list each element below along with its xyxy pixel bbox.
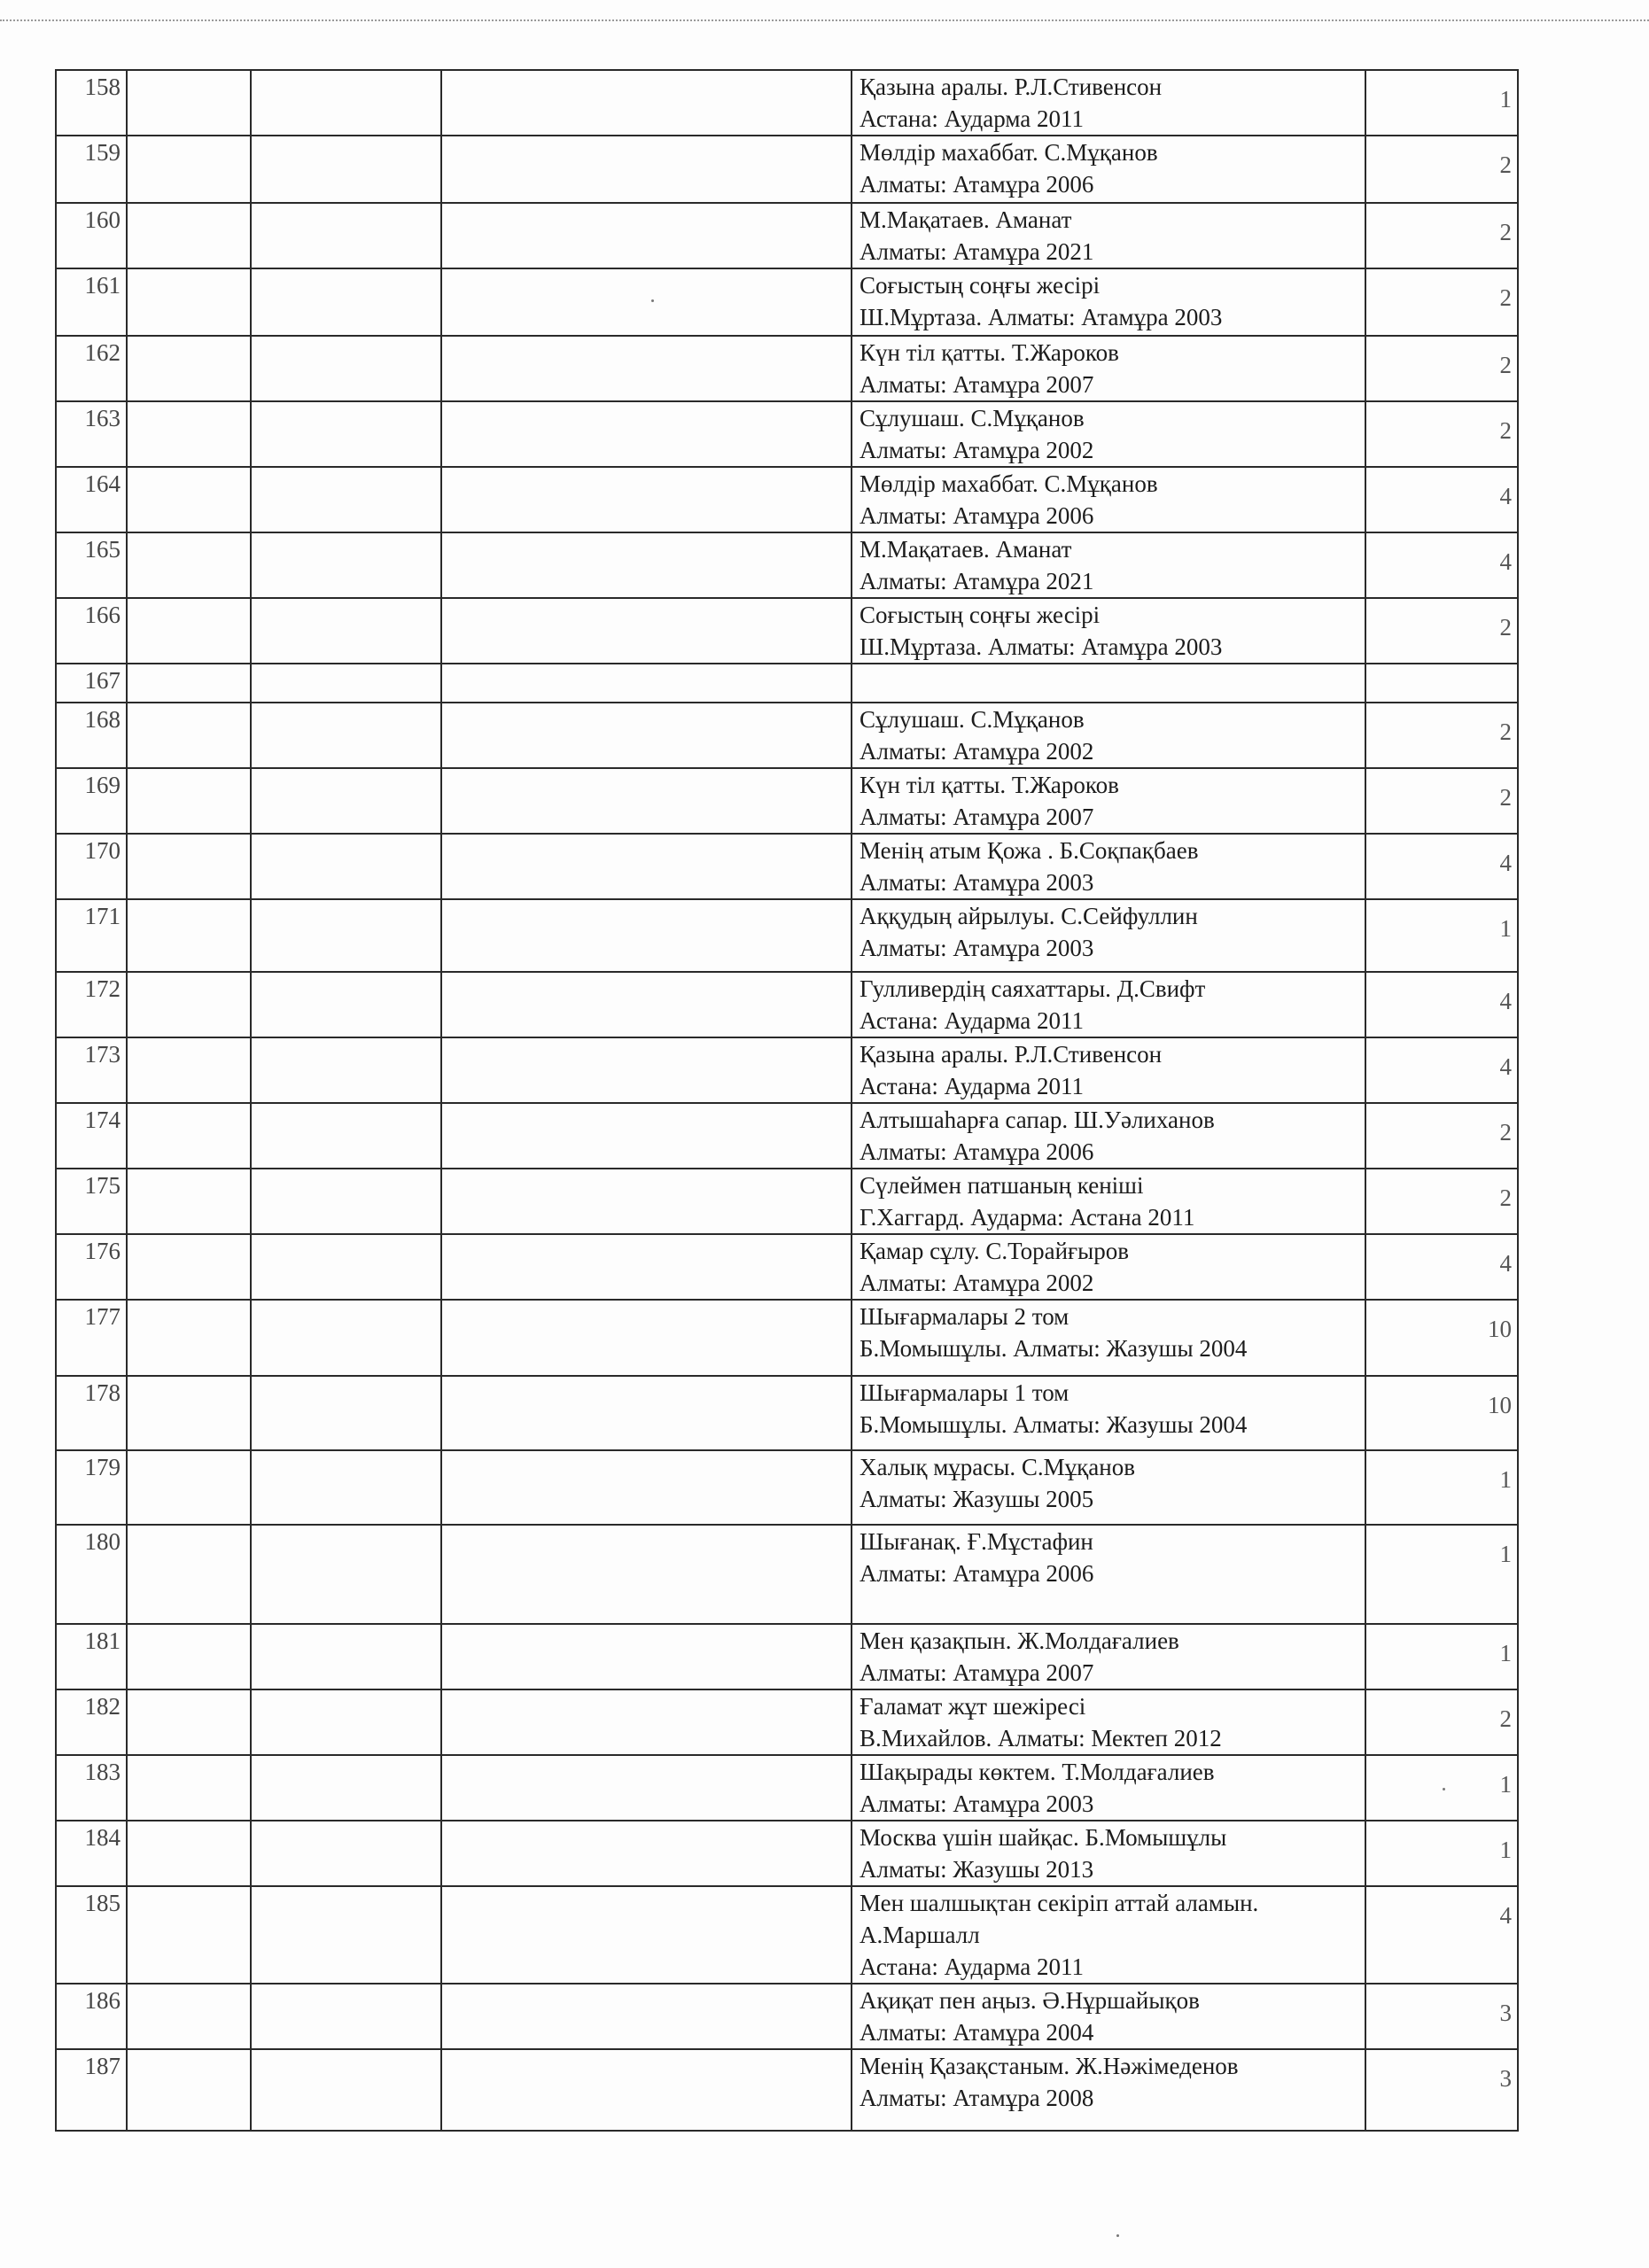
scan-edge-line [0,19,1649,21]
row-number: 180 [56,1525,127,1624]
table-row [56,1037,1518,1103]
empty-cell [251,1376,441,1450]
empty-cell [251,1886,441,1984]
row-number: 187 [56,2049,127,2131]
book-title-cell [852,768,1365,834]
empty-cell [251,664,441,703]
book-title: Қазына аралы. Р.Л.Стивенсон [860,1041,1163,1068]
copy-count: 4 [1365,1037,1518,1103]
book-title-cell [852,703,1365,768]
row-number: 164 [56,467,127,532]
book-title-cell [852,1984,1365,2049]
table-row [56,70,1518,136]
empty-cell [127,1525,251,1624]
book-title-cell [852,1169,1365,1234]
book-publication-info: Ш.Мұртаза. Алматы: Атамұра 2003 [860,633,1223,660]
book-title: Мөлдір махаббат. С.Мұқанов [860,139,1158,166]
book-title-cell [852,972,1365,1037]
table-row [56,268,1518,336]
copy-count: 2 [1365,136,1518,203]
empty-cell [127,1376,251,1450]
book-title: Мөлдір махаббат. С.Мұқанов [860,470,1158,497]
copy-count: 1 [1365,899,1518,972]
row-number: 181 [56,1624,127,1689]
empty-cell [441,268,852,336]
copy-count: 4 [1365,467,1518,532]
copy-count: 4 [1365,1886,1518,1984]
book-title-cell [852,1450,1365,1525]
book-publication-info: Алматы: Атамұра 2004 [860,2019,1094,2046]
book-title: Күн тіл қатты. Т.Жароков [860,772,1119,798]
copy-count: 4 [1365,1234,1518,1300]
book-publication-info: Алматы: Жазушы 2013 [860,1856,1094,1883]
book-title-cell [852,1103,1365,1169]
table-row [56,768,1518,834]
empty-cell [251,1821,441,1886]
row-number: 160 [56,203,127,268]
empty-cell [441,2049,852,2131]
book-title: Халық мұрасы. С.Мұқанов [860,1454,1135,1480]
empty-cell [251,268,441,336]
empty-cell [251,1300,441,1376]
book-publication-info: Алматы: Атамұра 2003 [860,1790,1094,1817]
row-number: 179 [56,1450,127,1525]
empty-cell [127,1984,251,2049]
copy-count: 2 [1365,1689,1518,1755]
row-number: 177 [56,1300,127,1376]
book-title: Шығармалары 1 том [860,1379,1070,1406]
empty-cell [127,1234,251,1300]
empty-cell [127,703,251,768]
book-publication-info: Б.Момышұлы. Алматы: Жазушы 2004 [860,1335,1248,1362]
empty-cell [127,972,251,1037]
book-title-cell [852,136,1365,203]
table-row [56,203,1518,268]
empty-cell [127,268,251,336]
row-number: 172 [56,972,127,1037]
book-publication-info: Алматы: Атамұра 2006 [860,1560,1094,1587]
empty-cell [127,1886,251,1984]
book-publication-info: Астана: Аударма 2011 [860,1953,1085,1980]
book-title: Шақырады көктем. Т.Молдағалиев [860,1759,1215,1785]
empty-cell [251,1525,441,1624]
row-number: 186 [56,1984,127,2049]
empty-cell [441,336,852,401]
empty-cell [127,203,251,268]
copy-count: 1 [1365,1755,1518,1821]
book-publication-info: Алматы: Атамұра 2021 [860,568,1094,594]
row-number: 176 [56,1234,127,1300]
book-title: Менің атым Қожа . Б.Соқпақбаев [860,837,1199,864]
empty-cell [251,203,441,268]
book-title-cell [852,664,1365,703]
book-title-cell [852,1689,1365,1755]
empty-cell [127,1300,251,1376]
copy-count: 2 [1365,203,1518,268]
table-row [56,2049,1518,2131]
row-number: 165 [56,532,127,598]
empty-cell [441,1886,852,1984]
book-publication-info: Алматы: Атамұра 2006 [860,1138,1094,1165]
book-title-cell [852,1525,1365,1624]
table-row [56,1886,1518,1984]
empty-cell [441,834,852,899]
book-title: Шығармалары 2 том [860,1303,1070,1330]
empty-cell [251,768,441,834]
empty-cell [441,1376,852,1450]
empty-cell [441,1103,852,1169]
row-number: 175 [56,1169,127,1234]
row-number: 178 [56,1376,127,1450]
book-publication-info: Алматы: Атамұра 2002 [860,738,1094,765]
table-row [56,1689,1518,1755]
empty-cell [441,768,852,834]
empty-cell [251,467,441,532]
copy-count: 10 [1365,1300,1518,1376]
empty-cell [251,703,441,768]
table-row [56,336,1518,401]
book-publication-info: Алматы: Атамұра 2003 [860,869,1094,896]
book-publication-info: А.Маршалл [860,1922,980,1948]
empty-cell [441,1689,852,1755]
book-publication-info: Астана: Аударма 2011 [860,105,1085,132]
table-body [56,70,1518,2131]
book-title: Сүлеймен патшаның кеніші [860,1172,1144,1199]
row-number: 161 [56,268,127,336]
table-row [56,1103,1518,1169]
book-publication-info: Алматы: Атамұра 2003 [860,935,1094,961]
book-title: Сұлушаш. С.Мұқанов [860,706,1085,733]
row-number: 185 [56,1886,127,1984]
book-publication-info: Ш.Мұртаза. Алматы: Атамұра 2003 [860,304,1223,330]
book-title: Ақиқат пен аңыз. Ә.Нұршайықов [860,1987,1200,2014]
scan-speck [651,299,654,302]
book-title: Күн тіл қатты. Т.Жароков [860,339,1119,366]
table-row [56,703,1518,768]
copy-count: 4 [1365,834,1518,899]
scan-speck [1116,2234,1119,2237]
book-title-cell [852,834,1365,899]
book-publication-info: Алматы: Атамұра 2021 [860,238,1094,265]
book-title: Сұлушаш. С.Мұқанов [860,405,1085,431]
book-title: Соғыстың соңғы жесірі [860,602,1101,628]
copy-count: 2 [1365,598,1518,664]
empty-cell [251,1624,441,1689]
copy-count [1365,664,1518,703]
empty-cell [441,1450,852,1525]
row-number: 173 [56,1037,127,1103]
book-publication-info: Алматы: Жазушы 2005 [860,1486,1094,1512]
empty-cell [251,401,441,467]
book-title: Аққудың айрылуы. С.Сейфуллин [860,903,1198,929]
copy-count: 2 [1365,1103,1518,1169]
empty-cell [441,598,852,664]
book-title: Менің Қазақстаным. Ж.Нәжімеденов [860,2053,1239,2079]
book-title-cell [852,70,1365,136]
table-row [56,1169,1518,1234]
empty-cell [251,834,441,899]
copy-count: 1 [1365,1624,1518,1689]
empty-cell [441,1984,852,2049]
empty-cell [441,1169,852,1234]
empty-cell [441,1525,852,1624]
book-title-cell [852,1624,1365,1689]
empty-cell [127,1037,251,1103]
book-inventory-table [55,69,1519,2132]
book-publication-info: Алматы: Атамұра 2002 [860,437,1094,463]
book-publication-info: Г.Хаггард. Аударма: Астана 2011 [860,1204,1195,1231]
book-title-cell [852,336,1365,401]
table-row [56,664,1518,703]
table-row [56,401,1518,467]
empty-cell [441,70,852,136]
empty-cell [127,1755,251,1821]
copy-count: 4 [1365,972,1518,1037]
empty-cell [251,1169,441,1234]
row-number: 162 [56,336,127,401]
empty-cell [251,1450,441,1525]
book-title: Соғыстың соңғы жесірі [860,272,1101,299]
copy-count: 2 [1365,1169,1518,1234]
table-row [56,1300,1518,1376]
empty-cell [127,2049,251,2131]
empty-cell [127,664,251,703]
empty-cell [127,598,251,664]
empty-cell [251,1103,441,1169]
empty-cell [251,1037,441,1103]
book-publication-info: Алматы: Атамұра 2006 [860,502,1094,529]
table-row [56,136,1518,203]
copy-count: 2 [1365,768,1518,834]
empty-cell [441,1755,852,1821]
empty-cell [251,1984,441,2049]
table-row [56,1624,1518,1689]
empty-cell [441,136,852,203]
empty-cell [441,1624,852,1689]
table-row [56,467,1518,532]
book-publication-info: Алматы: Атамұра 2007 [860,804,1094,830]
book-title: Гулливердің саяхаттары. Д.Свифт [860,975,1206,1002]
copy-count: 2 [1365,401,1518,467]
empty-cell [441,972,852,1037]
empty-cell [127,70,251,136]
book-publication-info: Астана: Аударма 2011 [860,1073,1085,1099]
row-number: 166 [56,598,127,664]
empty-cell [127,1689,251,1755]
copy-count: 10 [1365,1376,1518,1450]
row-number: 170 [56,834,127,899]
empty-cell [441,401,852,467]
book-publication-info: Алматы: Атамұра 2008 [860,2085,1094,2111]
table-row [56,598,1518,664]
row-number: 171 [56,899,127,972]
book-title-cell [852,401,1365,467]
book-publication-info: Алматы: Атамұра 2002 [860,1270,1094,1296]
empty-cell [441,703,852,768]
empty-cell [441,1234,852,1300]
book-title: Шығанақ. Ғ.Мұстафин [860,1528,1093,1555]
empty-cell [251,70,441,136]
copy-count: 1 [1365,1525,1518,1624]
scan-speck [1443,1788,1445,1790]
table-row [56,1450,1518,1525]
book-title: Мен шалшықтан секіріп аттай аламын. [860,1890,1259,1916]
empty-cell [251,598,441,664]
empty-cell [251,1689,441,1755]
empty-cell [441,899,852,972]
book-title-cell [852,1037,1365,1103]
copy-count: 2 [1365,336,1518,401]
empty-cell [441,1821,852,1886]
table-row [56,972,1518,1037]
empty-cell [251,1755,441,1821]
book-publication-info: Алматы: Атамұра 2007 [860,1659,1094,1686]
row-number: 163 [56,401,127,467]
table-row [56,1234,1518,1300]
table-row [56,834,1518,899]
empty-cell [127,336,251,401]
book-title-cell [852,467,1365,532]
book-title-cell [852,1755,1365,1821]
row-number: 159 [56,136,127,203]
copy-count: 1 [1365,1821,1518,1886]
book-title-cell [852,1886,1365,1984]
empty-cell [251,1234,441,1300]
copy-count: 2 [1365,703,1518,768]
book-title-cell [852,1234,1365,1300]
empty-cell [251,136,441,203]
empty-cell [127,834,251,899]
copy-count: 3 [1365,1984,1518,2049]
empty-cell [127,1450,251,1525]
table-row [56,1525,1518,1624]
table-row [56,899,1518,972]
empty-cell [251,899,441,972]
book-title: Қазына аралы. Р.Л.Стивенсон [860,74,1163,100]
copy-count: 4 [1365,532,1518,598]
book-title: Ғаламат жұт шежіресі [860,1693,1086,1720]
empty-cell [127,1169,251,1234]
empty-cell [127,1624,251,1689]
book-title-cell [852,1821,1365,1886]
empty-cell [251,532,441,598]
empty-cell [441,203,852,268]
row-number: 174 [56,1103,127,1169]
table-row [56,1821,1518,1886]
row-number: 168 [56,703,127,768]
row-number: 184 [56,1821,127,1886]
book-title-cell [852,598,1365,664]
copy-count: 1 [1365,1450,1518,1525]
table-row [56,532,1518,598]
book-title: Қамар сұлу. С.Торайғыров [860,1238,1130,1264]
empty-cell [127,136,251,203]
empty-cell [127,532,251,598]
book-title: Мен қазақпын. Ж.Молдағалиев [860,1627,1179,1654]
book-publication-info: Алматы: Атамұра 2006 [860,171,1094,198]
empty-cell [127,1103,251,1169]
copy-count: 1 [1365,70,1518,136]
book-title-cell [852,268,1365,336]
table-row [56,1984,1518,2049]
empty-cell [441,1300,852,1376]
empty-cell [441,467,852,532]
copy-count: 3 [1365,2049,1518,2131]
empty-cell [251,2049,441,2131]
book-title: М.Мақатаев. Аманат [860,206,1072,233]
book-title-cell [852,1300,1365,1376]
book-title-cell [852,2049,1365,2131]
book-title: Алтышаһарға сапар. Ш.Уәлиханов [860,1107,1215,1133]
empty-cell [127,768,251,834]
table-row [56,1376,1518,1450]
book-title-cell [852,203,1365,268]
empty-cell [441,1037,852,1103]
empty-cell [441,664,852,703]
book-title: М.Мақатаев. Аманат [860,536,1072,563]
book-title: Москва үшін шайқас. Б.Момышұлы [860,1824,1227,1851]
book-title-cell [852,899,1365,972]
row-number: 183 [56,1755,127,1821]
table-row [56,1755,1518,1821]
empty-cell [251,336,441,401]
empty-cell [127,401,251,467]
row-number: 167 [56,664,127,703]
book-publication-info: Астана: Аударма 2011 [860,1007,1085,1034]
row-number: 158 [56,70,127,136]
book-publication-info: Алматы: Атамұра 2007 [860,371,1094,398]
book-publication-info: В.Михайлов. Алматы: Мектеп 2012 [860,1725,1222,1751]
row-number: 182 [56,1689,127,1755]
empty-cell [127,1821,251,1886]
row-number: 169 [56,768,127,834]
copy-count: 2 [1365,268,1518,336]
book-publication-info: Б.Момышұлы. Алматы: Жазушы 2004 [860,1411,1248,1438]
empty-cell [127,467,251,532]
empty-cell [127,899,251,972]
empty-cell [441,532,852,598]
empty-cell [251,972,441,1037]
book-title-cell [852,532,1365,598]
book-title-cell [852,1376,1365,1450]
